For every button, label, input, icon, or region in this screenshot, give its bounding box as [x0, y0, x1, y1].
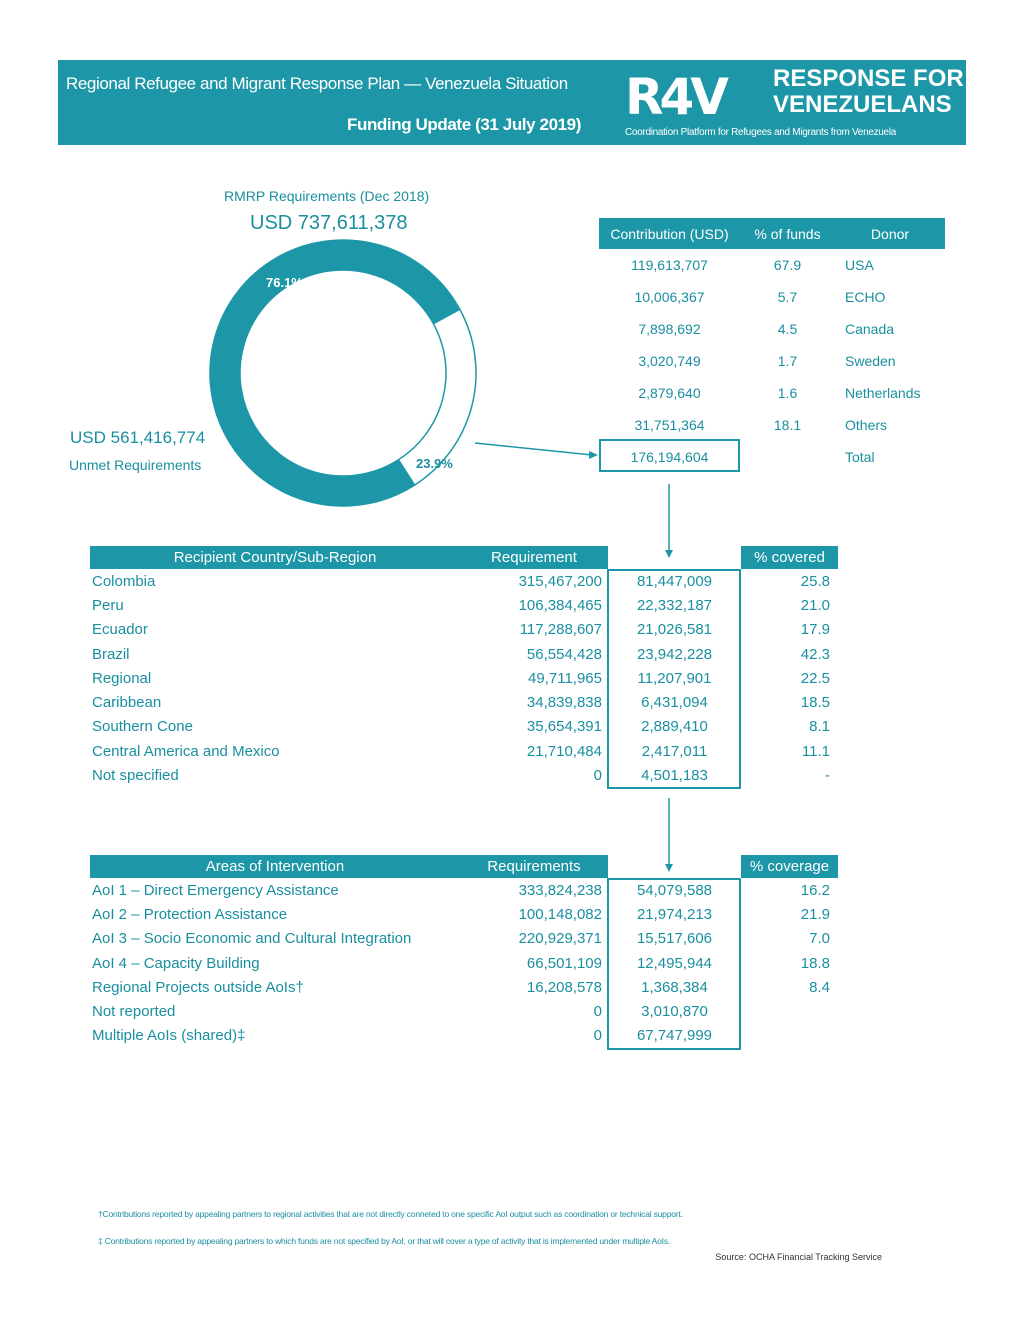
contribution-amount: 10,006,367	[634, 289, 705, 305]
country-funding-box	[607, 569, 741, 789]
contribution-amount: 3,020,749	[638, 353, 701, 369]
row-label: AoI 1 – Direct Emergency Assistance	[92, 881, 339, 899]
row-label: Multiple AoIs (shared)‡	[92, 1027, 246, 1045]
funding-value: 22,332,187	[636, 596, 713, 614]
coverage-percent: 42.3	[800, 645, 830, 663]
row-label: Brazil	[92, 645, 130, 663]
column-header: % coverage	[741, 855, 838, 878]
areas-funding-box	[607, 878, 741, 1050]
column-header	[608, 546, 741, 569]
contribution-amount: 7,898,692	[638, 321, 701, 337]
coverage-percent: 25.8	[800, 572, 830, 590]
funding-value: 23,942,228	[636, 645, 713, 663]
funding-value: 21,974,213	[636, 905, 713, 923]
funding-value: 1,368,384	[641, 978, 708, 996]
row-label: Not specified	[92, 767, 179, 785]
requirement-value: 49,711,965	[528, 669, 602, 687]
requirement-value: 315,467,200	[518, 572, 602, 590]
requirement-value: 106,384,465	[518, 596, 602, 614]
row-label: AoI 3 – Socio Economic and Cultural Integration	[92, 930, 412, 948]
coverage-percent	[741, 999, 838, 1023]
r4v-logo: R4V	[625, 68, 725, 126]
funding-value: 12,495,944	[636, 954, 713, 972]
requirement-value: 100,148,082	[518, 905, 602, 923]
column-header: Recipient Country/Sub-Region	[90, 546, 460, 569]
logo-text-line2: VENEZUELANS	[773, 91, 952, 118]
row-label: Not reported	[92, 1003, 176, 1021]
requirement-value: 333,824,238	[518, 881, 602, 899]
total-contribution-box	[599, 439, 740, 472]
column-header	[608, 855, 741, 878]
column-header: % of funds	[754, 225, 821, 242]
logo-text-line1: RESPONSE FOR	[773, 65, 964, 92]
requirement-value: 16,208,578	[526, 978, 602, 996]
donor-contributions-table	[599, 218, 945, 473]
percent-of-funds: 67.9	[773, 257, 802, 273]
donor-name: Netherlands	[845, 385, 921, 401]
column-header: Requirements	[460, 855, 608, 878]
funding-value: 6,431,094	[641, 694, 708, 712]
unmet-requirements-value: USD 561,416,774	[70, 428, 206, 447]
table-row	[599, 281, 945, 313]
donor-name: Canada	[845, 321, 895, 337]
donor-name: Others	[845, 417, 888, 433]
table-row	[599, 249, 945, 281]
requirement-value: 66,501,109	[526, 954, 602, 972]
report-title: Regional Refugee and Migrant Response Plan — Venezuela Situation	[66, 74, 568, 93]
row-label: Southern Cone	[92, 718, 193, 736]
rmrp-requirements-value: USD 737,611,378	[250, 212, 408, 234]
funding-value: 15,517,606	[636, 930, 713, 948]
coverage-percent: 18.8	[800, 954, 830, 972]
coverage-percent: -	[825, 767, 830, 785]
funding-value: 54,079,588	[636, 881, 713, 899]
row-label: Central America and Mexico	[92, 742, 280, 760]
coverage-percent: 8.1	[809, 718, 830, 736]
coverage-percent: 22.5	[800, 669, 830, 687]
donor-name: Sweden	[845, 353, 896, 369]
percent-of-funds: 18.1	[773, 417, 802, 433]
donor-name: ECHO	[845, 289, 886, 305]
funding-value: 4,501,183	[641, 767, 708, 785]
requirement-value: 56,554,428	[526, 645, 602, 663]
coverage-percent: 16.2	[800, 881, 830, 899]
funded-percent-label: 23.9%	[416, 456, 453, 471]
row-label: Peru	[92, 596, 124, 614]
contribution-amount: 119,613,707	[631, 257, 708, 273]
table-row	[599, 409, 945, 441]
requirement-value: 0	[593, 1003, 602, 1021]
funding-value: 11,207,901	[637, 669, 712, 687]
donor-name: Total	[845, 449, 875, 465]
column-header: Requirement	[460, 546, 608, 569]
coverage-percent: 17.9	[800, 621, 830, 639]
column-header: Donor	[870, 225, 910, 242]
row-label: Colombia	[92, 572, 156, 590]
table-row	[599, 377, 945, 409]
coverage-percent: 7.0	[809, 930, 830, 948]
percent-of-funds	[740, 441, 835, 473]
donor-name: USA	[845, 257, 874, 273]
column-header: Contribution (USD)	[610, 225, 729, 242]
connector-line	[475, 443, 592, 455]
row-label: Ecuador	[92, 621, 148, 639]
connector-arrow	[589, 451, 598, 459]
table-row	[599, 313, 945, 345]
table-header-row	[90, 546, 838, 569]
unmet-requirements-label: Unmet Requirements	[69, 457, 202, 473]
coverage-percent	[741, 1024, 838, 1048]
funding-value: 81,447,009	[636, 572, 713, 590]
requirement-value: 220,929,371	[518, 930, 602, 948]
requirement-value: 0	[593, 1027, 602, 1045]
percent-of-funds: 4.5	[777, 321, 798, 337]
table-header-row	[90, 855, 838, 878]
coverage-percent: 18.5	[800, 694, 830, 712]
coverage-percent: 21.9	[800, 905, 830, 923]
source-note: Source: OCHA Financial Tracking Service	[715, 1252, 882, 1262]
table-row	[599, 345, 945, 377]
requirement-value: 21,710,484	[526, 742, 602, 760]
requirement-value: 35,654,391	[526, 718, 602, 736]
requirement-value: 0	[593, 767, 602, 785]
row-label: Regional Projects outside AoIs†	[92, 978, 304, 996]
funding-value: 3,010,870	[641, 1003, 708, 1021]
footnote-double-dagger: ‡ Contributions reported by appealing partners to which funds are not specified by AoI, or that will cover a type of activity that is implemented under multiple AoIs.	[98, 1236, 671, 1246]
table-header-row	[599, 218, 945, 249]
rmrp-requirements-label: RMRP Requirements (Dec 2018)	[224, 188, 430, 204]
row-label: AoI 2 – Protection Assistance	[92, 905, 288, 923]
row-label: AoI 4 – Capacity Building	[92, 954, 260, 972]
footnote-dagger: †Contributions reported by appealing partners to regional activities that are not directly conneted to one specific AoI output such as coordination or technical support.	[98, 1209, 683, 1219]
coverage-percent: 11.1	[801, 742, 830, 760]
contribution-amount: 2,879,640	[638, 385, 701, 401]
column-header: % covered	[741, 546, 838, 569]
requirement-value: 117,288,607	[519, 621, 602, 639]
row-label: Caribbean	[92, 694, 162, 712]
funding-value: 2,889,410	[641, 718, 708, 736]
report-subtitle: Funding Update (31 July 2019)	[346, 115, 581, 134]
percent-of-funds: 1.7	[777, 353, 798, 369]
requirement-value: 34,839,838	[526, 694, 602, 712]
coverage-percent: 21.0	[800, 596, 830, 614]
contribution-amount: 31,751,364	[634, 417, 705, 433]
logo-subtitle: Coordination Platform for Refugees and Migrants from Venezuela	[625, 127, 897, 138]
funding-value: 2,417,011	[641, 742, 708, 760]
percent-of-funds: 1.6	[777, 385, 798, 401]
unmet-percent-label: 76.1%	[266, 275, 303, 290]
funding-value: 21,026,581	[636, 621, 713, 639]
percent-of-funds: 5.7	[777, 289, 798, 305]
funding-value: 67,747,999	[636, 1027, 713, 1045]
coverage-percent: 8.4	[809, 978, 830, 996]
contribution-amount: 176,194,604	[630, 449, 709, 465]
row-label: Regional	[92, 669, 152, 687]
column-header: Areas of Intervention	[90, 855, 460, 878]
